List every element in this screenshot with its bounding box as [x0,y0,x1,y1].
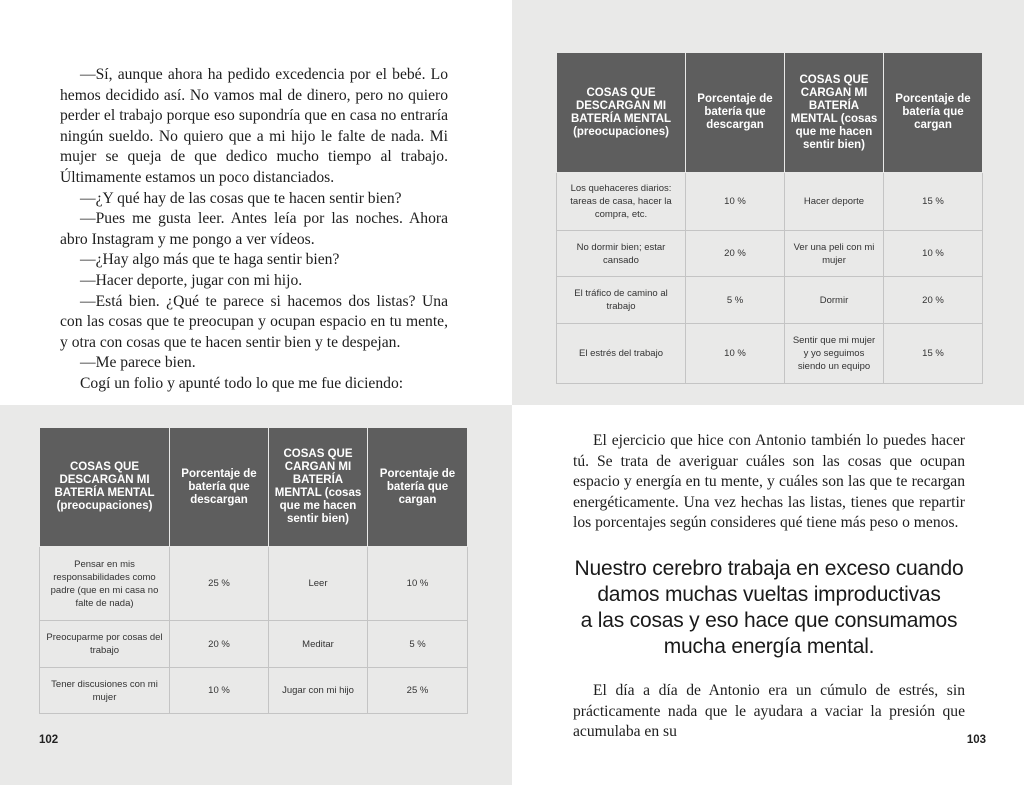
cell-pct-carga: 10 % [884,231,983,277]
cell-descarga: Pensar en mis responsabilidades como padre (que en mi casa no falte de nada) [40,547,170,621]
paragraph: —Sí, aunque ahora ha pedido excedencia por el bebé. Lo hemos decidido así. No vamos mal de dinero, pero no quiero perder el trabajo porque eso supondría que en casa no entraría ningún sueldo. No quiero que a mi hijo le falte de nada. Mi mujer se queja de que dedico mucho tiempo al trabajo. Últimamente estamos un poco distanciados. [60,66,448,186]
cell-carga: Jugar con mi hijo [269,668,368,714]
cell-descarga: Preocuparme por cosas del trabajo [40,621,170,668]
table-row [557,277,983,324]
cell-descarga: El estrés del trabajo [557,324,686,384]
cell-descarga: Los quehaceres diarios: tareas de casa, hacer la compra, etc. [557,173,686,231]
pull-quote-line: damos muchas vueltas improductivas [597,583,941,606]
paragraph: —¿Hay algo más que te haga sentir bien? [80,251,340,269]
cell-pct-descarga: 20 % [686,231,785,277]
page-number-left: 102 [39,734,59,746]
cell-descarga: Tener discusiones con mi mujer [40,668,170,714]
header-cargan: COSAS QUE CARGAN MI BATERÍA MENTAL (cosas que me hacen sentir bien) [269,428,368,547]
cell-pct-descarga: 10 % [170,668,269,714]
table-row [557,324,983,384]
body-text [573,431,965,534]
paragraph: —Está bien. ¿Qué te parece si hacemos dos listas? Una con las cosas que te preocupan y ocupan espacio en tu mente, y otra con cosas que te hacen sentir bien y te despejan. [60,292,448,351]
header-descargan: COSAS QUE DESCARGAN MI BATERÍA MENTAL (preocupaciones) [557,53,686,173]
paragraph: Cogí un folio y apunté todo lo que me fue diciendo: [80,374,404,392]
cell-pct-carga: 20 % [884,277,983,324]
pull-quote-line: mucha energía mental. [663,635,875,658]
cell-descarga: El tráfico de camino al trabajo [557,277,686,324]
cell-pct-descarga: 10 % [686,324,785,384]
paragraph: —Pues me gusta leer. Antes leía por las noches. Ahora abro Instagram y me pongo a ver vídeos. [60,210,448,248]
cell-pct-descarga: 20 % [170,621,269,668]
cell-carga: Dormir [785,277,884,324]
paragraph: —Hacer deporte, jugar con mi hijo. [80,271,303,289]
header-cargan: COSAS QUE CARGAN MI BATERÍA MENTAL (cosas que me hacen sentir bien) [785,53,884,173]
cell-carga: Meditar [269,621,368,668]
cell-pct-carga: 10 % [368,547,468,621]
cell-pct-carga: 5 % [368,621,468,668]
cell-carga: Leer [269,547,368,621]
table-row [557,173,983,231]
pull-quote-line: a las cosas y eso hace que consumamos [580,609,958,632]
header-pct-cargan: Porcentaje de batería que cargan [884,53,983,173]
cell-pct-carga: 25 % [368,668,468,714]
page-number-right: 103 [966,734,986,746]
cell-carga: Sentir que mi mujer y yo seguimos siendo un equipo [785,324,884,384]
cell-pct-descarga: 5 % [686,277,785,324]
pull-quote [573,556,965,660]
table-row [40,621,468,668]
cell-pct-descarga: 10 % [686,173,785,231]
cell-carga: Ver una peli con mi mujer [785,231,884,277]
header-descargan: COSAS QUE DESCARGAN MI BATERÍA MENTAL (preocupaciones) [40,428,170,547]
body-text-continued [573,681,965,743]
paragraph: El ejercicio que hice con Antonio también lo puedes hacer tú. Se trata de averiguar cuáles son las cosas que ocupan espacio y energía en tu mente, y cuáles son las que te recargan energéticamente. Una vez hechas las listas, tienes que repartir los porcentajes según consideres qué tiene más peso o menos. [573,432,965,532]
pull-quote-line: Nuestro cerebro trabaja en exceso cuando [574,557,964,580]
table-row [40,668,468,714]
paragraph: —Me parece bien. [80,354,196,372]
cell-descarga: No dormir bien; estar cansado [557,231,686,277]
header-pct-descargan: Porcentaje de batería que descargan [686,53,785,173]
paragraph: El día a día de Antonio era un cúmulo de estrés, sin prácticamente nada que le ayudara a vaciar la presión que acumulaba en su [573,682,965,741]
battery-table-bottom [39,427,468,714]
cell-pct-carga: 15 % [884,173,983,231]
cell-pct-descarga: 25 % [170,547,269,621]
header-pct-descargan: Porcentaje de batería que descargan [170,428,269,547]
dialogue-text [60,65,448,395]
table-row [557,231,983,277]
cell-pct-carga: 15 % [884,324,983,384]
battery-table-top [556,52,983,384]
cell-carga: Hacer deporte [785,173,884,231]
table-row [40,547,468,621]
header-pct-cargan: Porcentaje de batería que cargan [368,428,468,547]
paragraph: —¿Y qué hay de las cosas que te hacen sentir bien? [80,189,402,207]
